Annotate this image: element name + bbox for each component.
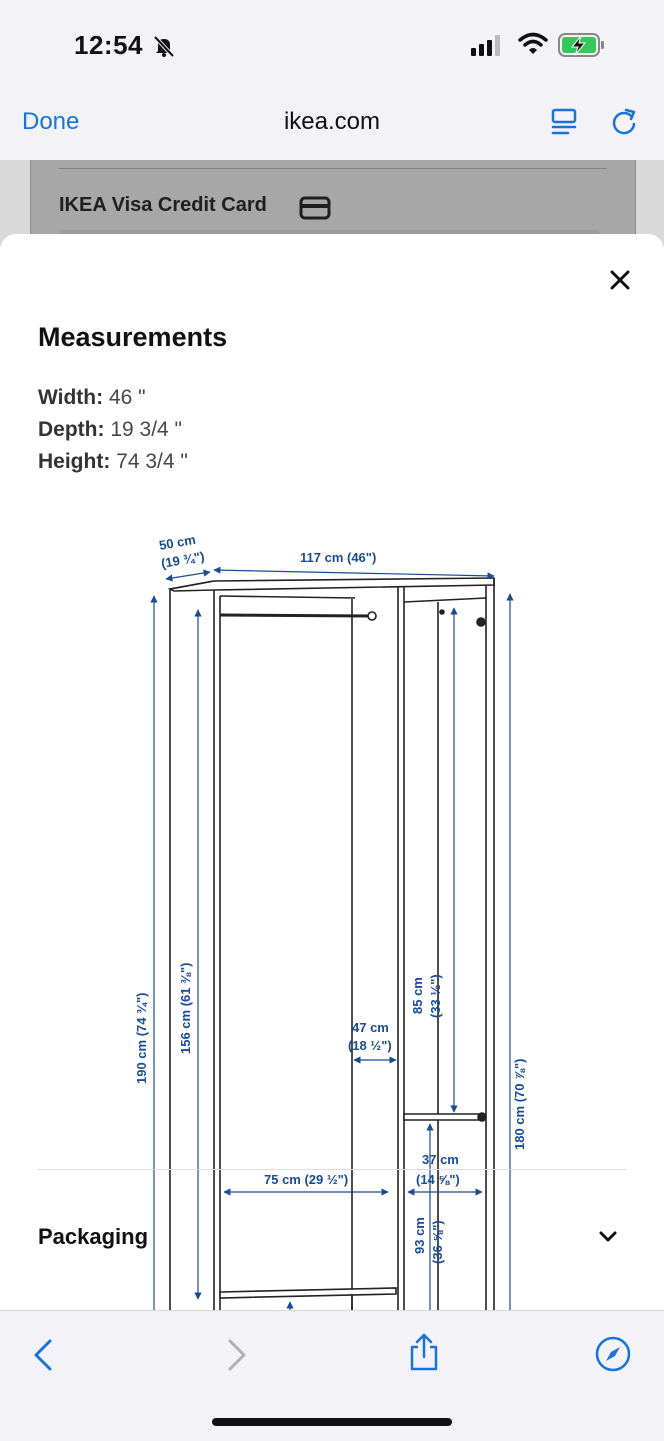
dimension-label: Depth: bbox=[38, 418, 105, 441]
url-display[interactable]: ikea.com bbox=[283, 108, 381, 135]
bell-slash-icon bbox=[152, 34, 176, 58]
dimension-depth bbox=[38, 418, 182, 442]
visa-card-title: IKEA Visa Credit Card bbox=[59, 194, 267, 216]
rail-width-in-label: (18 ½") bbox=[348, 1038, 392, 1053]
battery-charging-icon bbox=[558, 32, 608, 58]
right-width-in-label: (14 ⅝") bbox=[416, 1172, 460, 1187]
dimension-height bbox=[38, 450, 188, 474]
status-bar bbox=[0, 0, 664, 90]
width-label: 117 cm (46") bbox=[300, 550, 377, 565]
dimension-value: 46 " bbox=[103, 386, 146, 409]
dimension-value: 19 3/4 " bbox=[104, 418, 183, 441]
chevron-down-icon[interactable] bbox=[598, 1230, 618, 1244]
dimension-width bbox=[38, 386, 146, 410]
lower-right-in-label: (36 ⅝") bbox=[430, 1220, 445, 1264]
wardrobe-drawing bbox=[170, 578, 494, 1390]
right-height-label: 180 cm (70 ⅞") bbox=[512, 1058, 527, 1150]
dimension-value: 74 3/4 " bbox=[110, 450, 188, 473]
dimension-label: Width: bbox=[38, 386, 104, 409]
upper-right-cm-label: 85 cm bbox=[410, 977, 425, 1014]
upper-right-in-label: (33 ½") bbox=[428, 974, 443, 1018]
wifi-icon bbox=[518, 32, 548, 56]
measurements-title: Measurements bbox=[38, 322, 228, 352]
back-chevron-icon[interactable] bbox=[30, 1337, 58, 1373]
inner-width-label: 75 cm (29 ½") bbox=[264, 1172, 349, 1187]
forward-chevron-icon[interactable] bbox=[222, 1337, 250, 1373]
right-width-cm-label: 37 cm bbox=[422, 1152, 459, 1167]
packaging-header[interactable]: Packaging bbox=[38, 1224, 149, 1249]
cellular-signal-icon bbox=[470, 34, 506, 56]
status-time: 12:54 bbox=[74, 30, 143, 60]
browser-nav-bar bbox=[0, 90, 664, 160]
share-icon[interactable] bbox=[406, 1331, 442, 1373]
dimension-lines bbox=[154, 570, 510, 1374]
home-indicator bbox=[212, 1418, 452, 1426]
rail-width-cm-label: 47 cm bbox=[352, 1020, 389, 1035]
done-button[interactable]: Done bbox=[22, 108, 80, 135]
dimension-label: Height: bbox=[38, 450, 111, 473]
measurements-sheet bbox=[0, 234, 664, 1310]
lower-right-cm-label: 93 cm bbox=[412, 1217, 427, 1254]
wardrobe-dimension-diagram bbox=[130, 524, 534, 1264]
total-height-label: 190 cm (74 ¾") bbox=[134, 992, 149, 1084]
compass-icon[interactable] bbox=[594, 1335, 632, 1373]
reload-icon[interactable] bbox=[608, 106, 640, 138]
section-divider bbox=[38, 1169, 626, 1170]
inner-height-label: 156 cm (61 ⅜") bbox=[178, 962, 193, 1054]
depth-cm-label: 50 cm bbox=[157, 531, 197, 553]
reader-mode-icon[interactable] bbox=[548, 106, 580, 138]
depth-in-label: (19 ¾") bbox=[159, 548, 206, 571]
close-icon[interactable] bbox=[604, 264, 636, 296]
